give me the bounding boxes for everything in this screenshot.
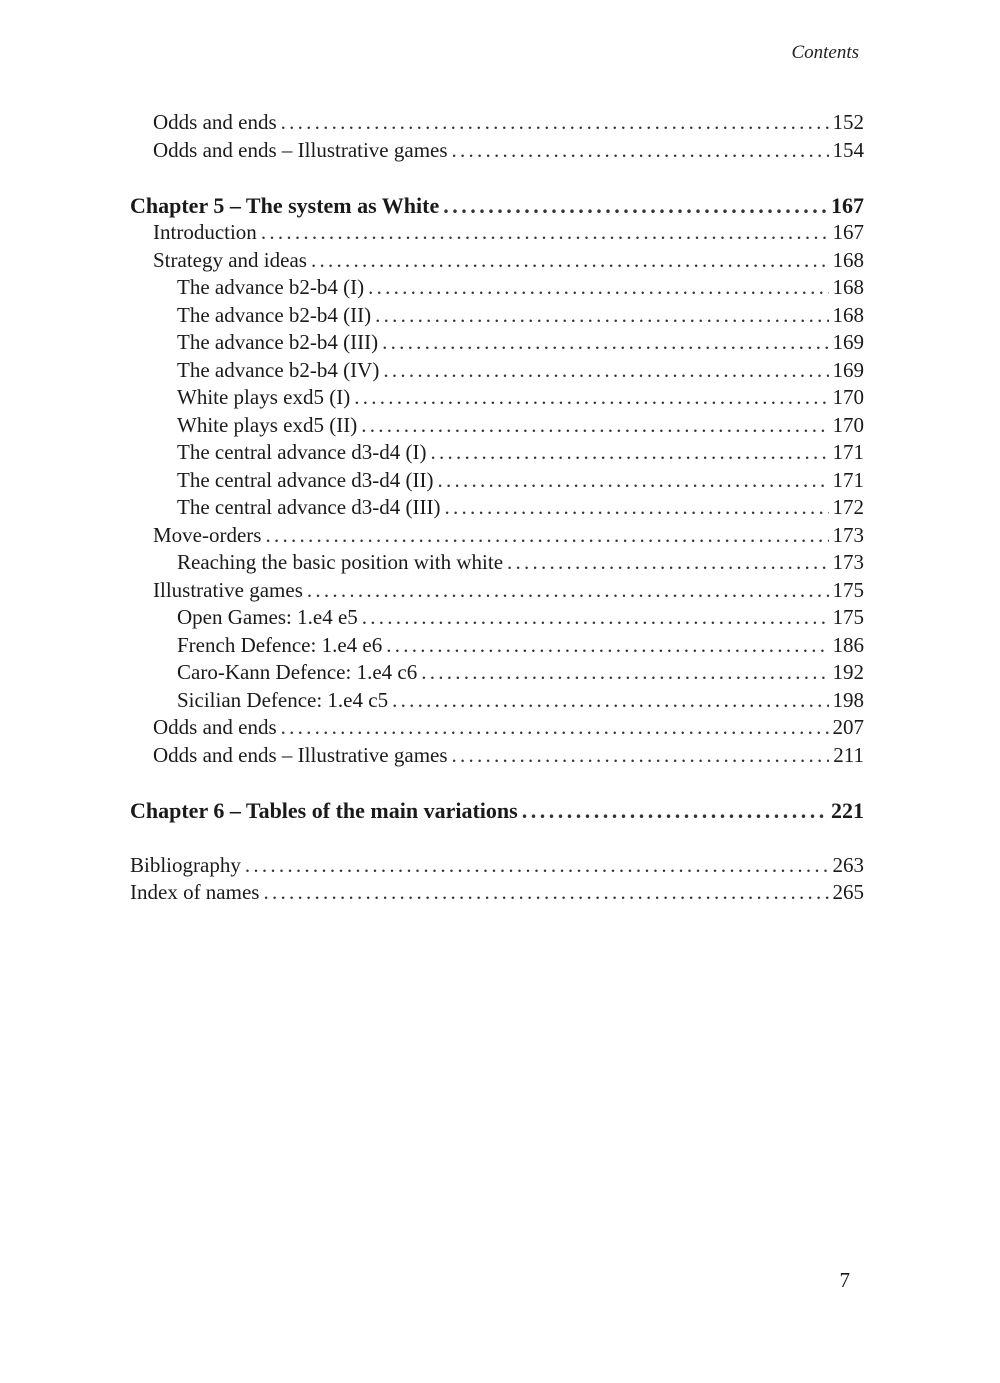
toc-entry-page: 167 <box>831 192 864 218</box>
dot-leader <box>361 412 828 440</box>
toc-subentry[interactable] <box>130 467 864 495</box>
toc-chapter-entry[interactable] <box>130 192 864 220</box>
toc-entry-page: 265 <box>832 880 864 904</box>
toc-entry-title: Strategy and ideas <box>153 247 307 272</box>
toc-subentry[interactable] <box>130 604 864 632</box>
toc-subentry[interactable] <box>130 274 864 302</box>
toc-entry-page: 186 <box>832 632 864 657</box>
toc-entry-page: 167 <box>832 220 864 244</box>
toc-entry-page: 175 <box>832 577 864 602</box>
toc-entry-page: 171 <box>832 467 864 492</box>
dot-leader <box>421 659 828 687</box>
toc-entry-page: 207 <box>832 715 864 739</box>
toc-subentry[interactable] <box>130 549 864 577</box>
toc-subentry[interactable] <box>130 439 864 467</box>
toc-entry-page: 171 <box>832 440 864 464</box>
toc-entry-title: Caro-Kann Defence: 1.e4 c6 <box>177 660 418 684</box>
toc-entry-title: Open Games: 1.e4 e5 <box>177 605 358 629</box>
toc-entry[interactable] <box>130 219 864 247</box>
dot-leader <box>368 274 828 302</box>
toc-subentry[interactable] <box>130 384 864 412</box>
page-number: 7 <box>839 1268 850 1292</box>
dot-leader <box>431 439 829 467</box>
toc-entry-page: 221 <box>831 797 864 823</box>
toc-entry-page: 168 <box>832 275 864 299</box>
toc-entry[interactable] <box>130 742 864 770</box>
toc-entry-page: 168 <box>832 302 864 327</box>
dot-leader <box>281 109 829 137</box>
dot-leader <box>281 714 829 742</box>
toc-entry-page: 170 <box>832 385 864 409</box>
toc-entry-title: The central advance d3-d4 (III) <box>177 495 441 519</box>
dot-leader <box>522 797 827 825</box>
toc-entry-page: 192 <box>832 660 864 684</box>
dot-leader <box>382 329 828 357</box>
toc-entry[interactable] <box>130 577 864 605</box>
toc-entry[interactable] <box>130 137 864 165</box>
toc-entry-title: White plays exd5 (II) <box>177 412 358 437</box>
dot-leader <box>354 384 828 412</box>
toc-entry-title: White plays exd5 (I) <box>177 385 351 409</box>
toc-subentry[interactable] <box>130 494 864 522</box>
toc-entry-title: Move-orders <box>153 522 262 547</box>
toc-subentry[interactable] <box>130 659 864 687</box>
dot-leader <box>362 604 829 632</box>
dot-leader <box>438 467 829 495</box>
toc-entry-page: 154 <box>832 137 864 162</box>
toc-entry-page: 175 <box>832 605 864 629</box>
toc-entry-title: Index of names <box>130 880 260 904</box>
toc-entry-page: 263 <box>832 852 864 877</box>
toc-entry-title: Reaching the basic position with white <box>177 550 504 574</box>
toc-entry-title: French Defence: 1.e4 e6 <box>177 632 383 657</box>
toc-entry[interactable] <box>130 879 864 907</box>
toc-entry[interactable] <box>130 522 864 550</box>
toc-entry-page: 168 <box>832 247 864 272</box>
toc-entry-title: Bibliography <box>130 852 241 877</box>
toc-entry[interactable] <box>130 714 864 742</box>
toc-entry-title: Illustrative games <box>153 577 303 602</box>
toc-subentry[interactable] <box>130 329 864 357</box>
toc-entry-title: Introduction <box>153 220 257 244</box>
toc-entry-title: Odds and ends – Illustrative games <box>153 137 448 162</box>
toc-entry-title: The advance b2-b4 (IV) <box>177 357 380 382</box>
toc-entry-page: 152 <box>832 110 864 134</box>
toc-subentry[interactable] <box>130 687 864 715</box>
toc-entry-title: The central advance d3-d4 (II) <box>177 467 434 492</box>
dot-leader <box>375 302 828 330</box>
toc-entry-title: Odds and ends <box>153 715 277 739</box>
toc-entry-title: The central advance d3-d4 (I) <box>177 440 427 464</box>
dot-leader <box>261 219 829 247</box>
toc-entry-title: Chapter 5 – The system as White <box>130 192 440 218</box>
toc-entry-title: The advance b2-b4 (III) <box>177 330 379 354</box>
dot-leader <box>265 522 828 550</box>
toc-entry-page: 172 <box>832 495 864 519</box>
toc-subentry[interactable] <box>130 302 864 330</box>
toc-entry[interactable] <box>130 852 864 880</box>
dot-leader <box>383 357 828 385</box>
toc-chapter-entry[interactable] <box>130 797 864 825</box>
running-header: Contents <box>791 42 859 63</box>
toc-entry[interactable] <box>130 109 864 137</box>
toc-entry[interactable] <box>130 247 864 275</box>
dot-leader <box>445 494 829 522</box>
dot-leader <box>392 687 828 715</box>
toc-entry-page: 211 <box>833 742 864 767</box>
toc-entry-title: The advance b2-b4 (II) <box>177 302 372 327</box>
dot-leader <box>452 137 829 165</box>
toc-entry-title: Sicilian Defence: 1.e4 c5 <box>177 687 389 712</box>
dot-leader <box>443 192 827 220</box>
toc-entry-title: Odds and ends <box>153 110 277 134</box>
toc-entry-page: 170 <box>832 412 864 437</box>
toc-entry-title: Odds and ends – Illustrative games <box>153 742 448 767</box>
dot-leader <box>307 577 829 605</box>
dot-leader <box>452 742 830 770</box>
toc-subentry[interactable] <box>130 632 864 660</box>
dot-leader <box>386 632 828 660</box>
dot-leader <box>263 879 828 907</box>
toc-entry-page: 198 <box>832 687 864 712</box>
table-of-contents <box>130 109 864 907</box>
toc-entry-page: 173 <box>832 522 864 547</box>
toc-entry-page: 173 <box>832 550 864 574</box>
toc-subentry[interactable] <box>130 357 864 385</box>
toc-entry-title: The advance b2-b4 (I) <box>177 275 365 299</box>
toc-entry-page: 169 <box>832 357 864 382</box>
dot-leader <box>507 549 828 577</box>
toc-entry-page: 169 <box>832 330 864 354</box>
toc-entry-title: Chapter 6 – Tables of the main variations <box>130 797 518 823</box>
toc-subentry[interactable] <box>130 412 864 440</box>
dot-leader <box>245 852 829 880</box>
dot-leader <box>311 247 829 275</box>
